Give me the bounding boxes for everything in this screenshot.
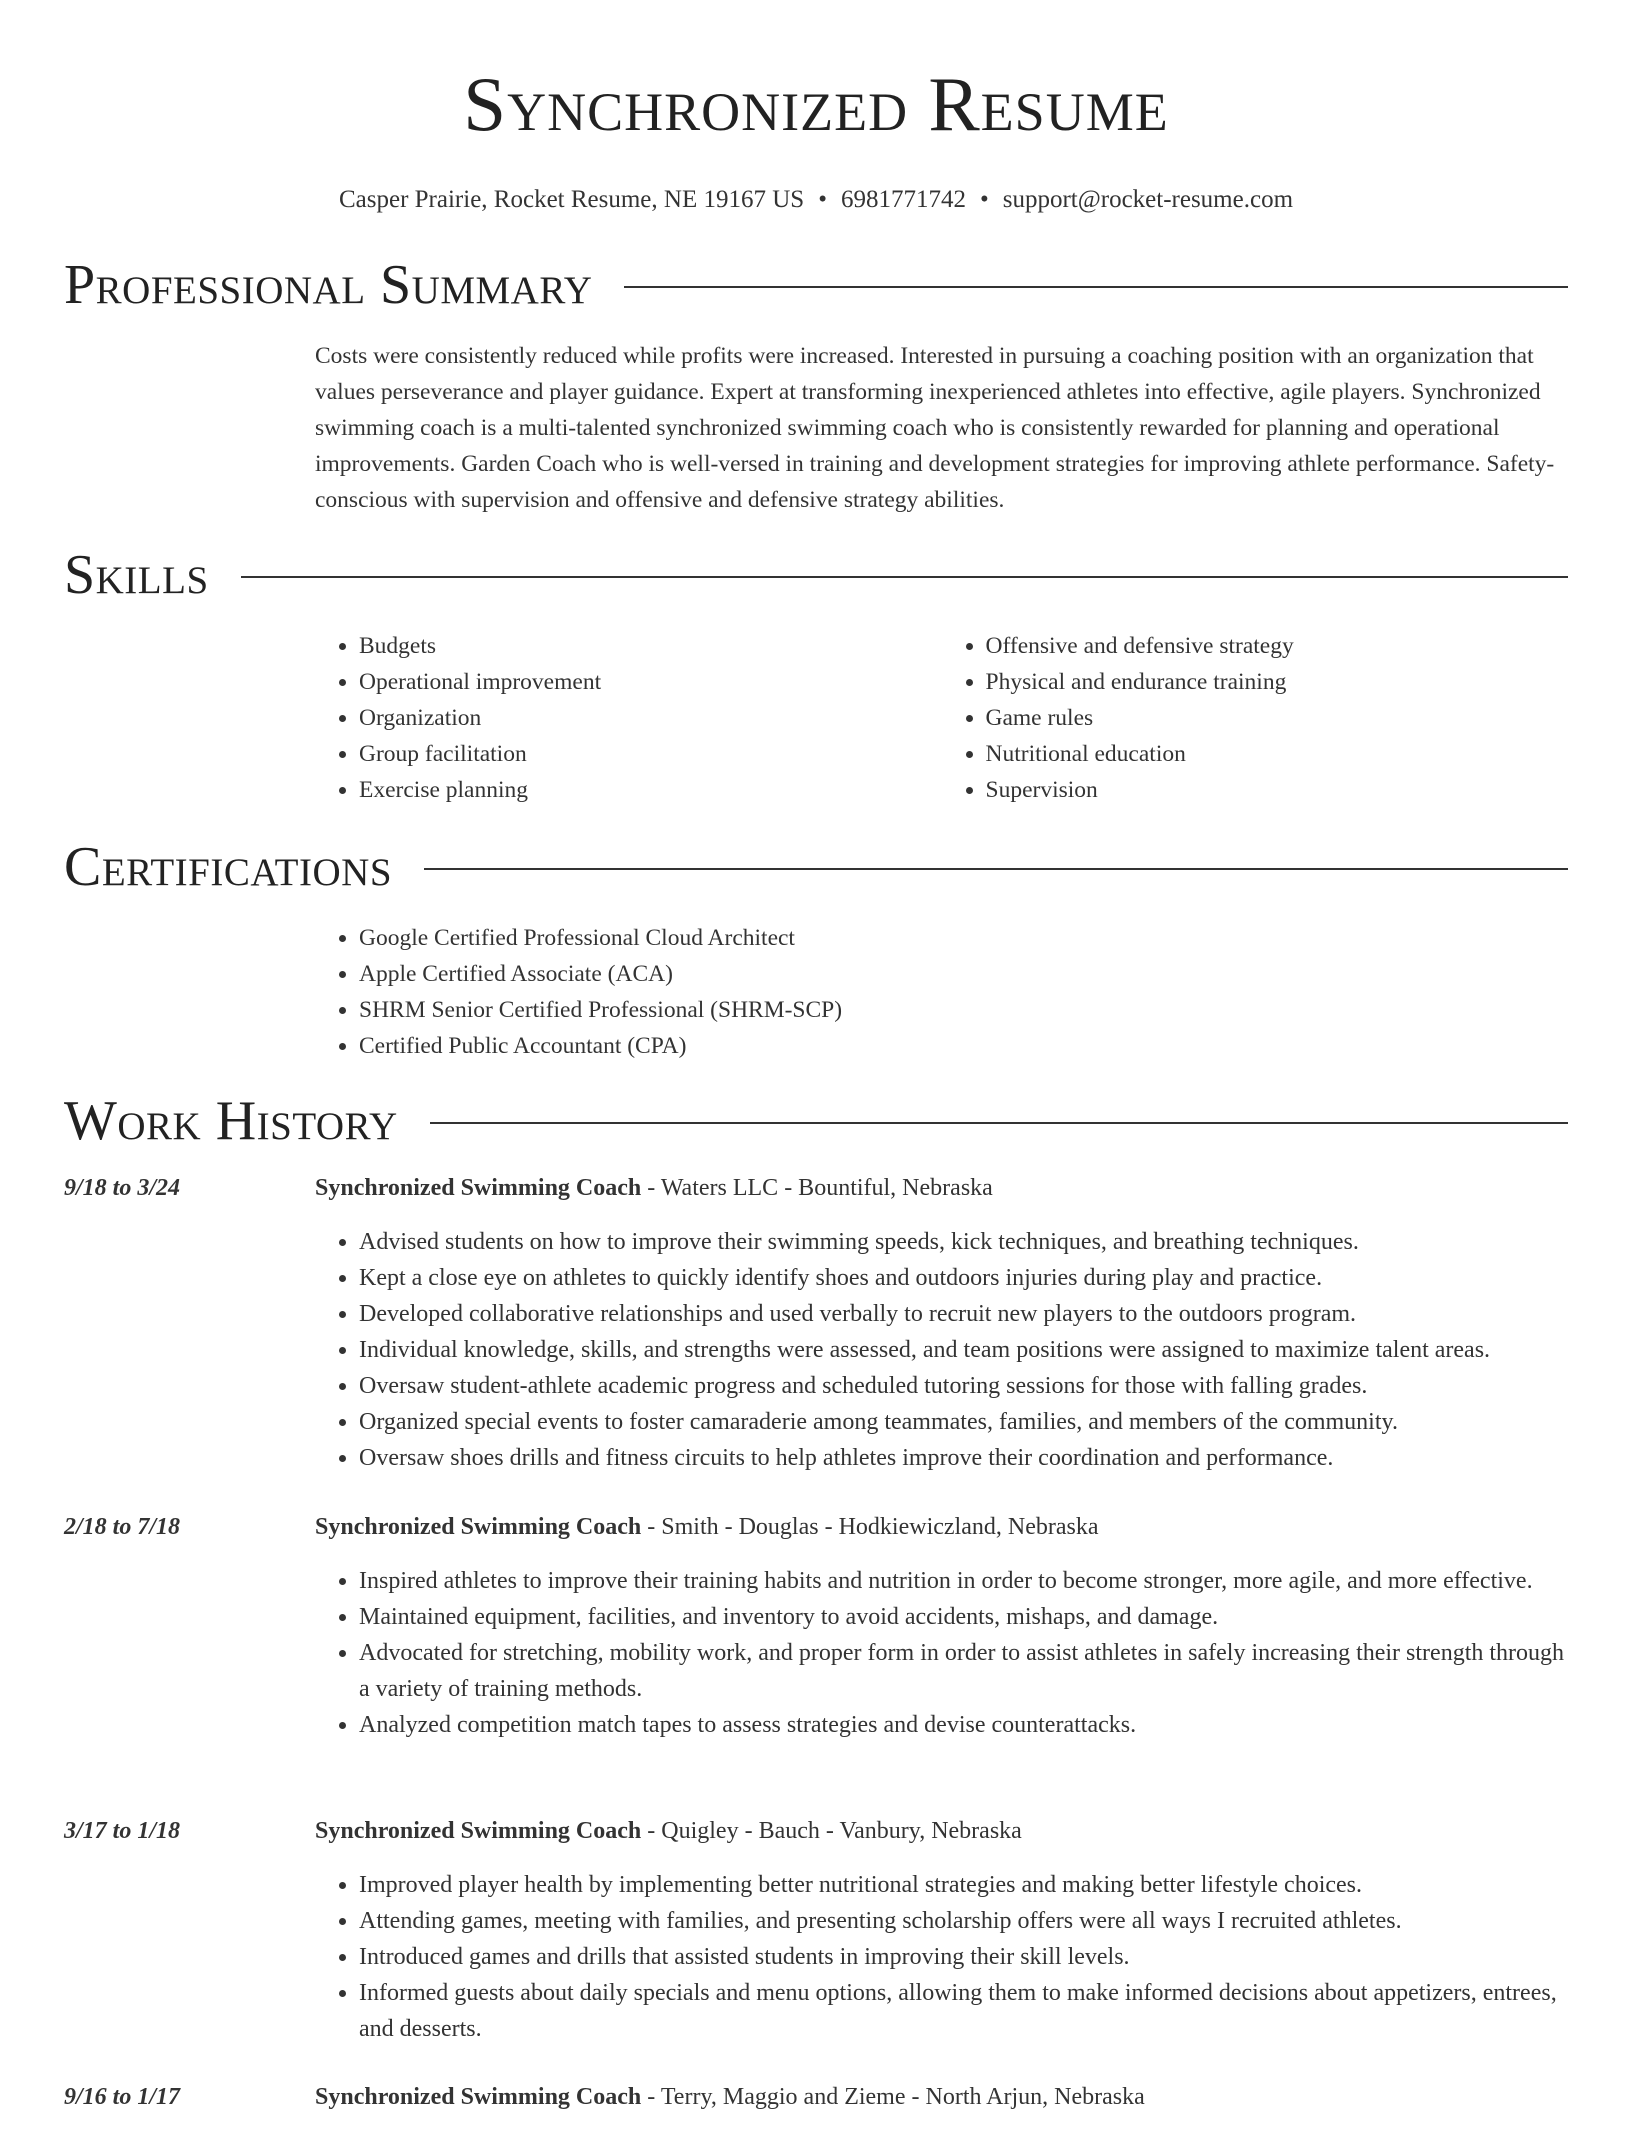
list-item: • Advised students on how to improve their swimming speeds, kick techniques, and breathing techniques. [359, 1224, 1568, 1260]
list-item: • Game rules [986, 700, 1569, 736]
job-heading [315, 1170, 1568, 1206]
list-item: • Offensive and defensive strategy [986, 628, 1569, 664]
certifications-title: Certifications [64, 836, 393, 898]
job-employer-location: - Terry, Maggio and Zieme - North Arjun, Nebraska [641, 2084, 1145, 2110]
job-details [315, 1813, 1568, 2047]
job-dates: 9/18 to 3/24 [64, 1175, 181, 1201]
job-bullets [315, 1867, 1568, 2047]
list-item: • Apple Certified Associate (ACA) [359, 956, 1568, 992]
certifications-section-header [64, 835, 1568, 899]
certifications-list [315, 920, 1568, 1064]
job-title: Synchronized Swimming Coach [315, 2084, 642, 2110]
list-item: • Organized special events to foster camaraderie among teammates, families, and members of the community. [359, 1404, 1568, 1440]
job-dates: 3/17 to 1/18 [64, 1818, 181, 1844]
list-item: • Advocated for stretching, mobility work, and proper form in order to assist athletes in safely increasing their strength through a variety of training methods. [359, 1635, 1568, 1707]
contact-email: support@rocket-resume.com [1002, 186, 1294, 213]
list-item: • Exercise planning [359, 772, 942, 808]
section-divider [241, 576, 1568, 578]
job-dates: 9/16 to 1/17 [64, 2084, 181, 2110]
list-item: • Improved player health by implementing better nutritional strategies and making better lifestyle choices. [359, 1867, 1568, 1903]
list-item: • Developed collaborative relationships and used verbally to recruit new players to the outdoors program. [359, 1296, 1568, 1332]
summary-section-header [64, 253, 1568, 317]
contact-separator: • [818, 186, 827, 213]
job-title: Synchronized Swimming Coach [315, 1818, 642, 1844]
job-employer-location: - Smith - Douglas - Hodkiewiczland, Nebraska [641, 1514, 1099, 1540]
section-divider [424, 868, 1568, 870]
list-item: • Maintained equipment, facilities, and inventory to avoid accidents, mishaps, and damage. [359, 1599, 1568, 1635]
certifications-block [315, 920, 1568, 1064]
contact-phone: 6981771742 [840, 186, 966, 213]
job-title: Synchronized Swimming Coach [315, 1514, 642, 1540]
resume-page [64, 0, 1568, 2110]
list-item: • Physical and endurance training [986, 664, 1569, 700]
list-item: • Google Certified Professional Cloud Architect [359, 920, 1568, 956]
list-item: • Budgets [359, 628, 942, 664]
contact-line [64, 184, 1568, 216]
work-section-header [64, 1089, 1568, 1153]
list-item: • SHRM Senior Certified Professional (SHRM-SCP) [359, 992, 1568, 1028]
job-details [315, 2079, 1568, 2133]
list-item: • Nutritional education [986, 736, 1569, 772]
list-item: • Supervision [986, 772, 1569, 808]
skills-title: Skills [64, 544, 209, 606]
job-heading [315, 1509, 1568, 1545]
job-bullets [315, 1224, 1568, 1476]
skills-columns [315, 628, 1568, 808]
section-divider [430, 1122, 1568, 1124]
summary-title: Professional Summary [64, 254, 593, 316]
job-bullets [315, 1563, 1568, 1743]
list-item: • Oversaw shoes drills and fitness circuits to help athletes improve their coordination and performance. [359, 1440, 1568, 1476]
skills-list-right [942, 628, 1569, 808]
job-heading [315, 1813, 1568, 1849]
section-divider [624, 286, 1568, 288]
job-employer-location: - Quigley - Bauch - Vanbury, Nebraska [641, 1818, 1022, 1844]
list-item: • Inspired athletes to improve their training habits and nutrition in order to become stronger, more agile, and more effective. [359, 1563, 1568, 1599]
list-item: • Informed guests about daily specials and menu options, allowing them to make informed decisions about appetizers, entrees, and desserts. [359, 1975, 1568, 2047]
list-item: • Group facilitation [359, 736, 942, 772]
job-heading [315, 2079, 1568, 2115]
contact-address: Casper Prairie, Rocket Resume, NE 19167 US [338, 186, 805, 213]
job-title: Synchronized Swimming Coach [315, 1175, 642, 1201]
list-item: • Organization [359, 700, 942, 736]
job-details [315, 1170, 1568, 1476]
list-item: • Individual knowledge, skills, and strengths were assessed, and team positions were assigned to maximize talent areas. [359, 1332, 1568, 1368]
resume-name: Synchronized Resume [463, 61, 1169, 147]
job-details [315, 1509, 1568, 1743]
job-dates: 2/18 to 7/18 [64, 1514, 181, 1540]
skills-section-header [64, 543, 1568, 607]
list-item: • Certified Public Accountant (CPA) [359, 1028, 1568, 1064]
list-item: • Introduced games and drills that assisted students in improving their skill levels. [359, 1939, 1568, 1975]
job-employer-location: - Waters LLC - Bountiful, Nebraska [641, 1175, 993, 1201]
contact-separator: • [979, 186, 989, 213]
list-item: • Oversaw student-athlete academic progress and scheduled tutoring sessions for those with falling grades. [359, 1368, 1568, 1404]
list-item: • Operational improvement [359, 664, 942, 700]
list-item: • Kept a close eye on athletes to quickly identify shoes and outdoors injuries during play and practice. [359, 1260, 1568, 1296]
work-title: Work History [64, 1090, 398, 1152]
list-item: • Attending games, meeting with families, and presenting scholarship offers were all ways I recruited athletes. [359, 1903, 1568, 1939]
skills-list-left [315, 628, 942, 808]
list-item: • Analyzed competition match tapes to assess strategies and devise counterattacks. [359, 1707, 1568, 1743]
summary-text: Costs were consistently reduced while profits were increased. Interested in pursuing a coaching position with an organization that values perseverance and player guidance. Expert at transforming inexperienced athletes into effective, agile players. Synchronized swimming coach is a multi-talented synchronized swimming coach who is consistently rewarded for planning and operational improvements. Garden Coach who is well-versed in training and development strategies for improving athlete performance. Safety-conscious with supervision and offensive and defensive strategy abilities. [315, 343, 1555, 513]
